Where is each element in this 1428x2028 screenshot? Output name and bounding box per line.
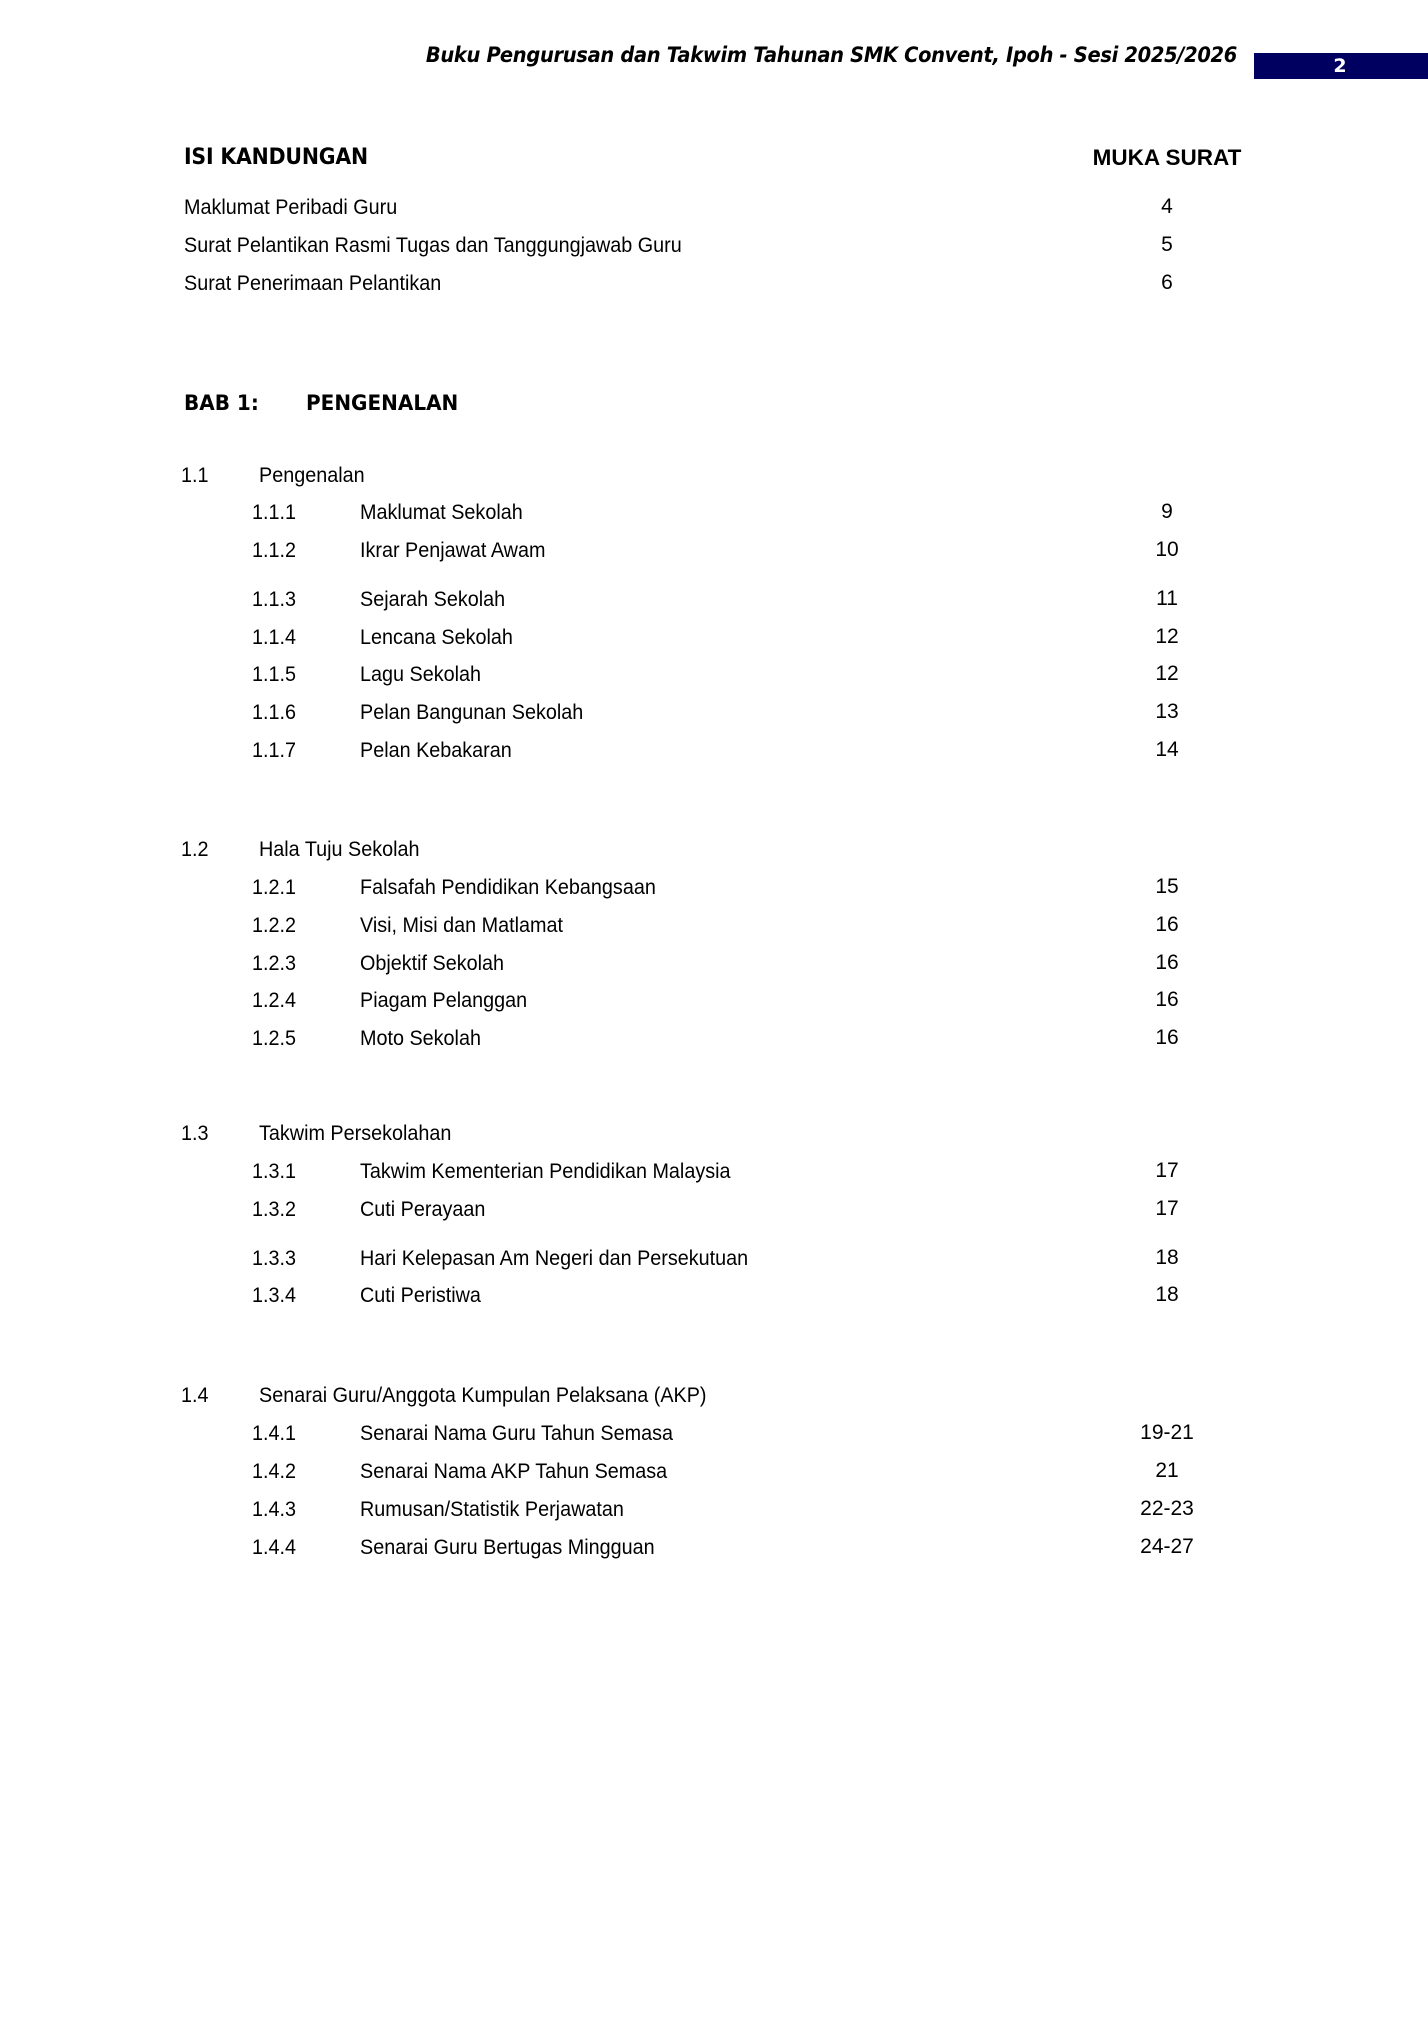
toc-row-item[interactable] <box>0 1280 1428 1310</box>
toc-item-index <box>252 735 300 765</box>
toc-row-item[interactable] <box>0 1243 1428 1273</box>
toc-item-index-text: 1.1.5 <box>252 662 297 686</box>
toc-row-item[interactable] <box>0 1156 1428 1186</box>
toc-item-label <box>360 622 526 652</box>
toc-item-label-text: Moto Sekolah <box>360 1026 481 1050</box>
toc-row-section[interactable] <box>0 834 1428 864</box>
toc-item-label-text: Cuti Perayaan <box>360 1197 486 1221</box>
toc-section-index <box>181 1118 211 1148</box>
toc-item-label <box>360 910 581 940</box>
toc-section-index-text: 1.4 <box>181 1383 209 1407</box>
toc-item-label-text: Objektif Sekolah <box>360 951 505 975</box>
toc-row-item[interactable] <box>0 910 1428 940</box>
toc-item-label <box>360 535 562 565</box>
toc-row-item[interactable] <box>0 985 1428 1015</box>
chapter-heading <box>0 388 1428 420</box>
toc-item-label <box>360 735 525 765</box>
toc-item-index <box>252 1156 300 1186</box>
toc-item-label <box>360 1494 647 1524</box>
toc-item-page: 16 <box>1155 1026 1179 1049</box>
toc-item-label <box>360 584 518 614</box>
toc-item-index-text: 1.2.3 <box>252 951 297 975</box>
toc-item-label <box>360 872 682 902</box>
toc-item-index-text: 1.2.2 <box>252 913 297 937</box>
page-number-box <box>1254 53 1428 79</box>
toc-item-index <box>252 535 300 565</box>
toc-item-label-text: Pelan Kebakaran <box>360 738 512 762</box>
toc-item-index <box>252 1194 300 1224</box>
toc-entry-page: 4 <box>1161 195 1173 218</box>
toc-item-label-text: Falsafah Pendidikan Kebangsaan <box>360 875 656 899</box>
toc-row-item[interactable] <box>0 735 1428 765</box>
toc-item-label-text: Takwim Kementerian Pendidikan Malaysia <box>360 1159 731 1183</box>
toc-item-label-text: Senarai Nama AKP Tahun Semasa <box>360 1459 668 1483</box>
toc-item-label <box>360 1456 694 1486</box>
toc-item-index <box>252 1532 300 1562</box>
toc-item-index-text: 1.4.4 <box>252 1535 297 1559</box>
chapter-number: BAB 1: <box>184 391 259 416</box>
toc-section-label-text: Senarai Guru/Anggota Kumpulan Pelaksana (AKP) <box>259 1383 707 1407</box>
toc-item-label-text: Lencana Sekolah <box>360 625 513 649</box>
toc-item-label-text: Ikrar Penjawat Awam <box>360 538 546 562</box>
toc-item-page: 24-27 <box>1140 1535 1194 1558</box>
chapter-title: PENGENALAN <box>306 391 459 416</box>
toc-item-page: 14 <box>1155 738 1179 761</box>
toc-row-item[interactable] <box>0 697 1428 727</box>
toc-row-item[interactable] <box>0 872 1428 902</box>
toc-item-page: 16 <box>1155 988 1179 1011</box>
toc-item-page: 12 <box>1155 625 1179 648</box>
toc-item-page: 17 <box>1155 1159 1179 1182</box>
toc-item-label <box>360 1023 491 1053</box>
toc-item-index-text: 1.3.4 <box>252 1283 297 1307</box>
toc-item-index <box>252 948 300 978</box>
toc-item-index-text: 1.2.1 <box>252 875 297 899</box>
toc-item-page: 21 <box>1155 1459 1179 1482</box>
toc-item-label <box>360 1243 782 1273</box>
toc-item-index-text: 1.3.1 <box>252 1159 297 1183</box>
toc-row-section[interactable] <box>0 460 1428 490</box>
toc-item-label <box>360 497 537 527</box>
page-number: 2 <box>1333 55 1347 77</box>
header-title: Buku Pengurusan dan Takwim Tahunan SMK Convent, Ipoh - Sesi 2025/2026 <box>425 43 1238 68</box>
toc-item-index-text: 1.1.6 <box>252 700 297 724</box>
toc-row-section[interactable] <box>0 1118 1428 1148</box>
toc-item-label <box>360 697 603 727</box>
toc-item-label <box>360 948 517 978</box>
toc-item-index-text: 1.4.1 <box>252 1421 297 1445</box>
toc-item-index <box>252 1456 300 1486</box>
toc-row-label-wrap <box>184 230 725 260</box>
toc-row-front-matter[interactable] <box>0 192 1428 222</box>
toc-item-label-text: Visi, Misi dan Matlamat <box>360 913 564 937</box>
toc-item-label <box>360 1156 763 1186</box>
toc-item-label-text: Senarai Guru Bertugas Mingguan <box>360 1535 655 1559</box>
toc-item-label <box>360 1194 496 1224</box>
toc-item-page: 18 <box>1155 1246 1179 1269</box>
toc-row-item[interactable] <box>0 948 1428 978</box>
page-header <box>0 0 1428 92</box>
toc-item-page: 19-21 <box>1140 1421 1194 1444</box>
toc-item-index <box>252 1280 300 1310</box>
toc-row-label-wrap <box>184 192 416 222</box>
toc-row-item[interactable] <box>0 584 1428 614</box>
toc-section-label <box>259 460 374 490</box>
toc-entry-label: Maklumat Peribadi Guru <box>184 195 398 219</box>
toc-item-label-text: Senarai Nama Guru Tahun Semasa <box>360 1421 674 1445</box>
toc-item-index <box>252 697 300 727</box>
toc-row-item[interactable] <box>0 659 1428 689</box>
toc-section-label-text: Pengenalan <box>259 463 365 487</box>
toc-row-item[interactable] <box>0 1494 1428 1524</box>
toc-section-index-text: 1.3 <box>181 1121 209 1145</box>
toc-item-index <box>252 497 300 527</box>
toc-item-index-text: 1.2.5 <box>252 1026 297 1050</box>
toc-item-label <box>360 659 492 689</box>
toc-item-index-text: 1.3.3 <box>252 1246 297 1270</box>
toc-row-section[interactable] <box>0 1380 1428 1410</box>
toc-row-item[interactable] <box>0 535 1428 565</box>
toc-row-item[interactable] <box>0 1023 1428 1053</box>
toc-item-index-text: 1.2.4 <box>252 988 297 1012</box>
toc-item-index <box>252 1494 300 1524</box>
toc-item-index-text: 1.1.3 <box>252 587 297 611</box>
toc-row-label-wrap <box>184 268 464 298</box>
toc-item-index-text: 1.1.4 <box>252 625 297 649</box>
toc-item-label <box>360 1418 700 1448</box>
toc-item-label-text: Hari Kelepasan Am Negeri dan Persekutuan <box>360 1246 749 1270</box>
toc-entry-page: 5 <box>1161 233 1173 256</box>
toc-item-label-text: Rumusan/Statistik Perjawatan <box>360 1497 624 1521</box>
toc-item-page: 17 <box>1155 1197 1179 1220</box>
toc-item-index <box>252 622 300 652</box>
toc-item-page: 16 <box>1155 951 1179 974</box>
toc-item-page: 18 <box>1155 1283 1179 1306</box>
toc-item-index-text: 1.4.2 <box>252 1459 297 1483</box>
toc-item-index <box>252 1023 300 1053</box>
toc-item-page: 10 <box>1155 538 1179 561</box>
toc-item-page: 15 <box>1155 875 1179 898</box>
toc-item-index-text: 1.1.2 <box>252 538 297 562</box>
toc-item-page: 22-23 <box>1140 1497 1194 1520</box>
toc-entry-label: Surat Pelantikan Rasmi Tugas dan Tanggungjawab Guru <box>184 233 682 257</box>
toc-section-label-text: Hala Tuju Sekolah <box>259 837 420 861</box>
toc-section-index-text: 1.2 <box>181 837 209 861</box>
toc-section-index-text: 1.1 <box>181 463 209 487</box>
toc-item-label <box>360 1280 491 1310</box>
toc-item-page: 16 <box>1155 913 1179 936</box>
toc-item-index <box>252 985 300 1015</box>
toc-item-index <box>252 910 300 940</box>
toc-section-label <box>259 1118 468 1148</box>
toc-item-index-text: 1.1.7 <box>252 738 297 762</box>
toc-section-label-text: Takwim Persekolahan <box>259 1121 452 1145</box>
toc-section-label <box>259 834 434 864</box>
toc-row-item[interactable] <box>0 497 1428 527</box>
toc-section-index <box>181 834 211 864</box>
toc-row-item[interactable] <box>0 1456 1428 1486</box>
toc-item-label-text: Maklumat Sekolah <box>360 500 523 524</box>
toc-item-label-text: Pelan Bangunan Sekolah <box>360 700 584 724</box>
toc-item-page: 13 <box>1155 700 1179 723</box>
toc-item-page: 12 <box>1155 662 1179 685</box>
toc-item-index-text: 1.1.1 <box>252 500 297 524</box>
toc-item-index <box>252 1418 300 1448</box>
toc-item-page: 11 <box>1156 587 1178 610</box>
toc-row-item[interactable] <box>0 1418 1428 1448</box>
toc-entry-label: Surat Penerimaan Pelantikan <box>184 271 442 295</box>
toc-item-label-text: Piagam Pelanggan <box>360 988 528 1012</box>
toc-item-label <box>360 985 542 1015</box>
toc-item-page: 9 <box>1161 500 1173 523</box>
toc-heading-right: MUKA SURAT <box>1092 145 1242 170</box>
toc-item-index <box>252 659 300 689</box>
toc-row-front-matter[interactable] <box>0 268 1428 298</box>
toc-item-label-text: Sejarah Sekolah <box>360 587 506 611</box>
toc-row-item[interactable] <box>0 1194 1428 1224</box>
toc-row-item[interactable] <box>0 1532 1428 1562</box>
toc-item-index-text: 1.4.3 <box>252 1497 297 1521</box>
toc-entry-page: 6 <box>1161 271 1173 294</box>
toc-item-label-text: Cuti Peristiwa <box>360 1283 481 1307</box>
toc-item-label-text: Lagu Sekolah <box>360 662 481 686</box>
toc-row-item[interactable] <box>0 622 1428 652</box>
toc-section-index <box>181 1380 211 1410</box>
toc-heading-left: ISI KANDUNGAN <box>184 145 368 170</box>
toc-item-index <box>252 584 300 614</box>
toc-section-label <box>259 1380 745 1410</box>
toc-item-index-text: 1.3.2 <box>252 1197 297 1221</box>
toc-item-index <box>252 1243 300 1273</box>
toc-item-label <box>360 1532 680 1562</box>
toc-item-index <box>252 872 300 902</box>
toc-section-index <box>181 460 211 490</box>
toc-row-front-matter[interactable] <box>0 230 1428 260</box>
